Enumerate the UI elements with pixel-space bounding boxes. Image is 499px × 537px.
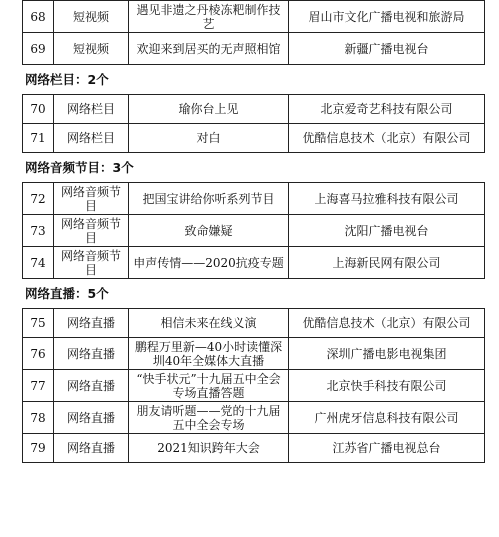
title-cell: 朋友请听题——党的十九届五中全会专场 <box>129 402 289 434</box>
award-table <box>22 94 485 153</box>
category-cell: 网络直播 <box>54 338 129 370</box>
row-number: 70 <box>23 95 54 124</box>
category-cell: 网络音频节目 <box>54 183 129 215</box>
title-cell: 申声传情——2020抗疫专题 <box>129 247 289 279</box>
category-cell: 网络直播 <box>54 402 129 434</box>
row-number: 76 <box>23 338 54 370</box>
table-row <box>23 33 485 65</box>
organization-cell: 广州虎牙信息科技有限公司 <box>289 402 485 434</box>
category-cell: 网络直播 <box>54 370 129 402</box>
organization-cell: 深圳广播电影电视集团 <box>289 338 485 370</box>
organization-cell: 优酷信息技术（北京）有限公司 <box>289 124 485 153</box>
table-row <box>23 183 485 215</box>
table-row <box>23 434 485 463</box>
table-row <box>23 95 485 124</box>
table-row <box>23 247 485 279</box>
row-number: 77 <box>23 370 54 402</box>
document-page <box>22 0 480 463</box>
row-number: 71 <box>23 124 54 153</box>
section-heading: 网络直播：5个 <box>25 286 109 301</box>
category-cell: 网络栏目 <box>54 124 129 153</box>
section-heading: 网络音频节目：3个 <box>25 160 134 175</box>
table-row <box>23 309 485 338</box>
organization-cell: 上海新民网有限公司 <box>289 247 485 279</box>
row-number: 79 <box>23 434 54 463</box>
row-number: 69 <box>23 33 54 65</box>
organization-cell: 优酷信息技术（北京）有限公司 <box>289 309 485 338</box>
award-table <box>22 308 485 463</box>
category-cell: 网络栏目 <box>54 95 129 124</box>
row-number: 68 <box>23 1 54 33</box>
title-cell: “快手状元”十九届五中全会专场直播答题 <box>129 370 289 402</box>
category-cell: 网络直播 <box>54 309 129 338</box>
table-row <box>23 215 485 247</box>
organization-cell: 眉山市文化广播电视和旅游局 <box>289 1 485 33</box>
title-cell: 把国宝讲给你听系列节目 <box>129 183 289 215</box>
table-row <box>23 1 485 33</box>
category-cell: 短视频 <box>54 33 129 65</box>
title-cell: 欢迎来到居买的无声照相馆 <box>129 33 289 65</box>
category-cell: 网络音频节目 <box>54 247 129 279</box>
organization-cell: 江苏省广播电视总台 <box>289 434 485 463</box>
table-row <box>23 338 485 370</box>
category-cell: 网络音频节目 <box>54 215 129 247</box>
row-number: 74 <box>23 247 54 279</box>
title-cell: 鹏程万里新—40小时读懂深圳40年全媒体大直播 <box>129 338 289 370</box>
table-row <box>23 402 485 434</box>
category-cell: 短视频 <box>54 1 129 33</box>
award-table <box>22 0 485 65</box>
row-number: 75 <box>23 309 54 338</box>
organization-cell: 沈阳广播电视台 <box>289 215 485 247</box>
title-cell: 致命嫌疑 <box>129 215 289 247</box>
organization-cell: 北京爱奇艺科技有限公司 <box>289 95 485 124</box>
award-table <box>22 182 485 279</box>
title-cell: 相信未来在线义演 <box>129 309 289 338</box>
organization-cell: 上海喜马拉雅科技有限公司 <box>289 183 485 215</box>
table-row <box>23 370 485 402</box>
organization-cell: 新疆广播电视台 <box>289 33 485 65</box>
row-number: 72 <box>23 183 54 215</box>
title-cell: 瑜你台上见 <box>129 95 289 124</box>
title-cell: 对白 <box>129 124 289 153</box>
category-cell: 网络直播 <box>54 434 129 463</box>
title-cell: 遇见非遗之丹棱冻粑制作技艺 <box>129 1 289 33</box>
organization-cell: 北京快手科技有限公司 <box>289 370 485 402</box>
row-number: 73 <box>23 215 54 247</box>
table-row <box>23 124 485 153</box>
section-heading: 网络栏目：2个 <box>25 72 109 87</box>
title-cell: 2021知识跨年大会 <box>129 434 289 463</box>
row-number: 78 <box>23 402 54 434</box>
